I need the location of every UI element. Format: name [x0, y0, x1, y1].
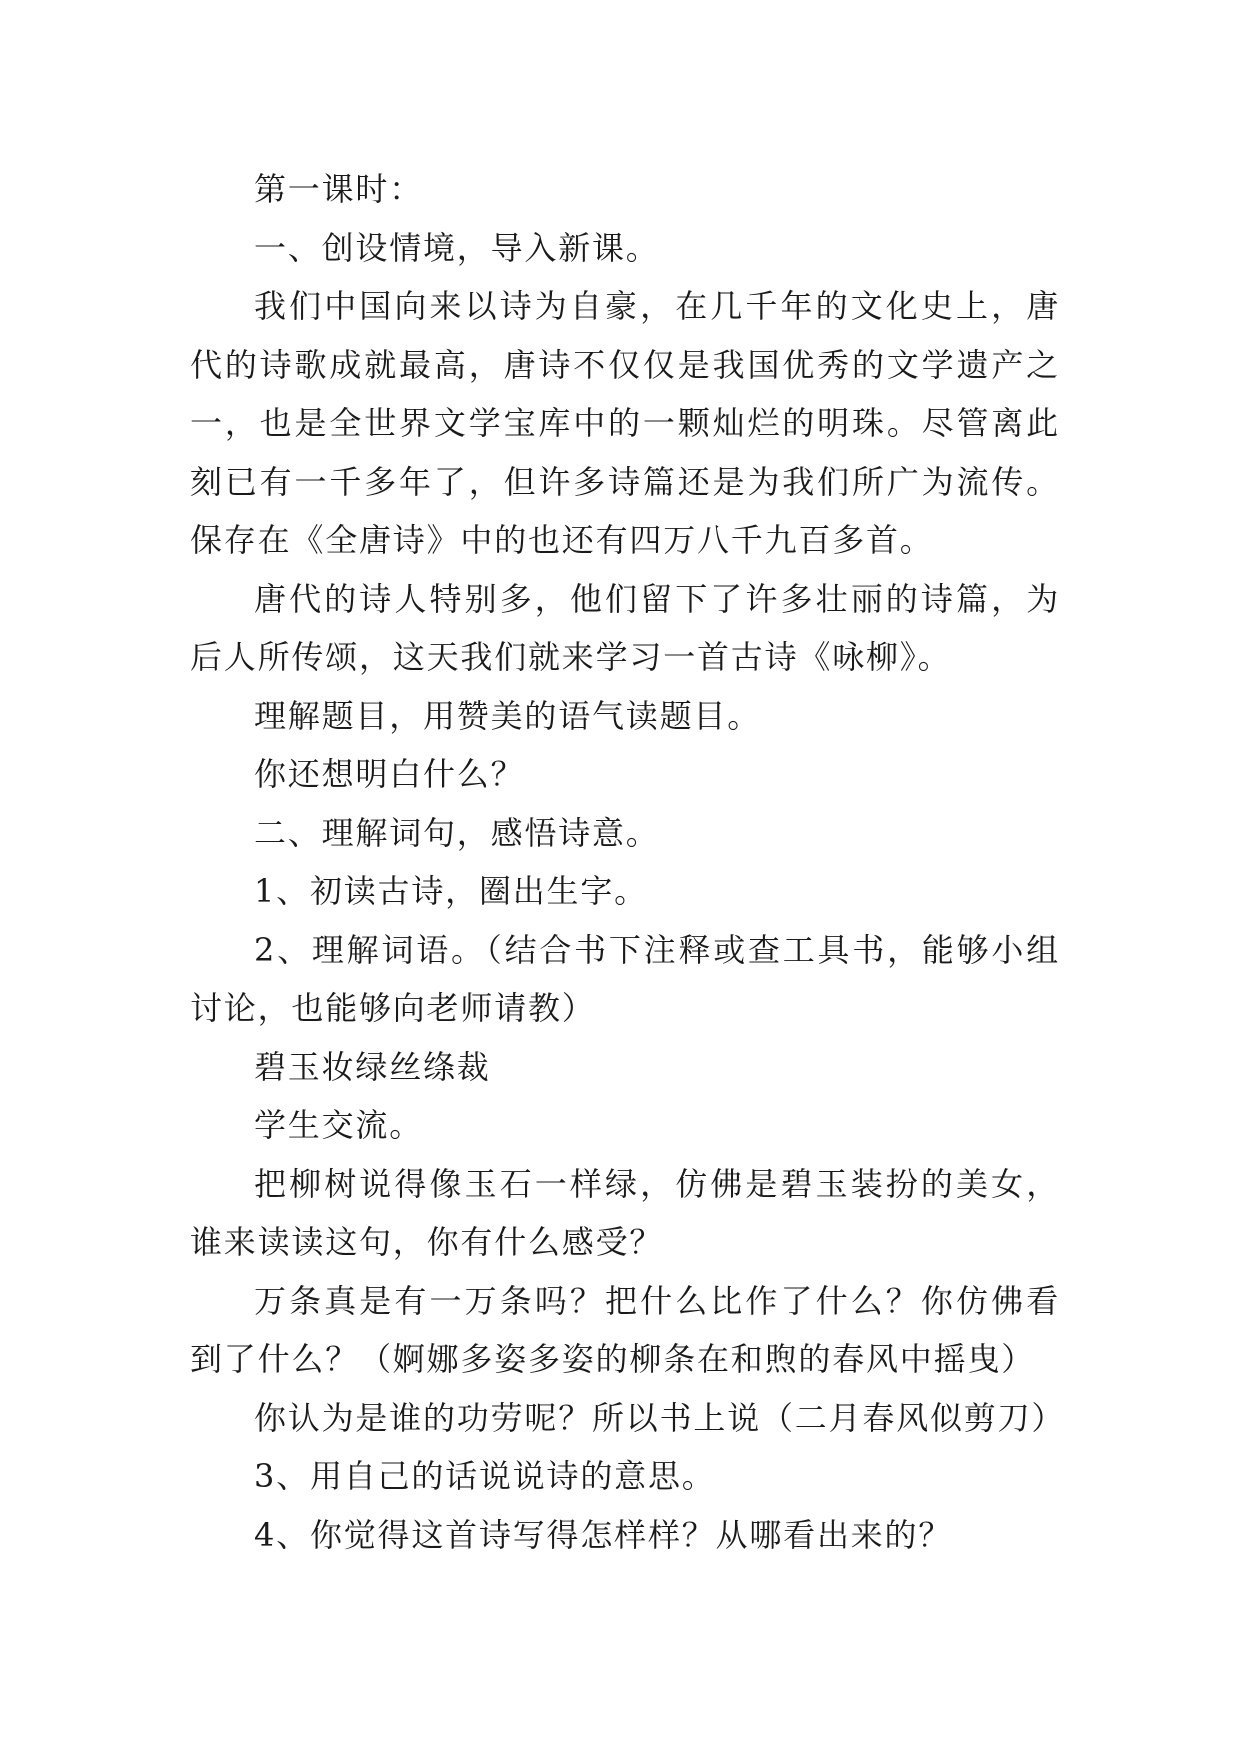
step-3: 3、用自己的话说说诗的意思。 — [254, 1457, 716, 1495]
paragraph-branches: 万条真是有一万条吗？把什么比作了什么？你仿佛看到了什么？（婀娜多姿多姿的柳条在和煦的春风中摇曳） — [190, 1281, 1060, 1378]
paragraph-title-reading: 理解题目，用赞美的语气读题目。 — [254, 696, 762, 735]
paragraph-exchange: 学生交流。 — [254, 1106, 424, 1144]
paragraph-poets: 唐代的诗人特别多，他们留下了许多壮丽的诗篇，为后人所传颂，这天我们就来学习一首古诗《咏柳》。 — [190, 579, 1060, 676]
poem-line: 碧玉妆绿丝绦裁 — [254, 1047, 491, 1086]
step-2: 2、理解词语。（结合书下注释或查工具书，能够小组讨论，也能够向老师请教） — [190, 930, 1060, 1027]
paragraph-intro: 我们中国向来以诗为自豪，在几千年的文化史上，唐代的诗歌成就最高，唐诗不仅仅是我国优秀的文学遗产之一，也是全世界文学宝库中的一颗灿烂的明珠。尽管离此刻已有一千多年了，但许多诗篇还是为我们所广为流传。保存在《全唐诗》中的也还有四万八千九百多首。 — [190, 287, 1060, 559]
lesson-heading: 第一课时： — [254, 170, 424, 208]
paragraph-credit: 你认为是谁的功劳呢？所以书上说（二月春风似剪刀） — [254, 1398, 1066, 1437]
section-heading-1: 一、创设情境，导入新课。 — [254, 228, 660, 267]
section-heading-2: 二、理解词句，感悟诗意。 — [254, 813, 660, 852]
paragraph-willow: 把柳树说得像玉石一样绿，仿佛是碧玉装扮的美女，谁来读读这句，你有什么感受？ — [190, 1164, 1060, 1261]
step-1: 1、初读古诗，圈出生字。 — [254, 872, 648, 910]
document-page — [190, 160, 1066, 1564]
step-4: 4、你觉得这首诗写得怎样样？从哪看出来的？ — [254, 1515, 953, 1554]
paragraph-question: 你还想明白什么？ — [254, 755, 525, 793]
